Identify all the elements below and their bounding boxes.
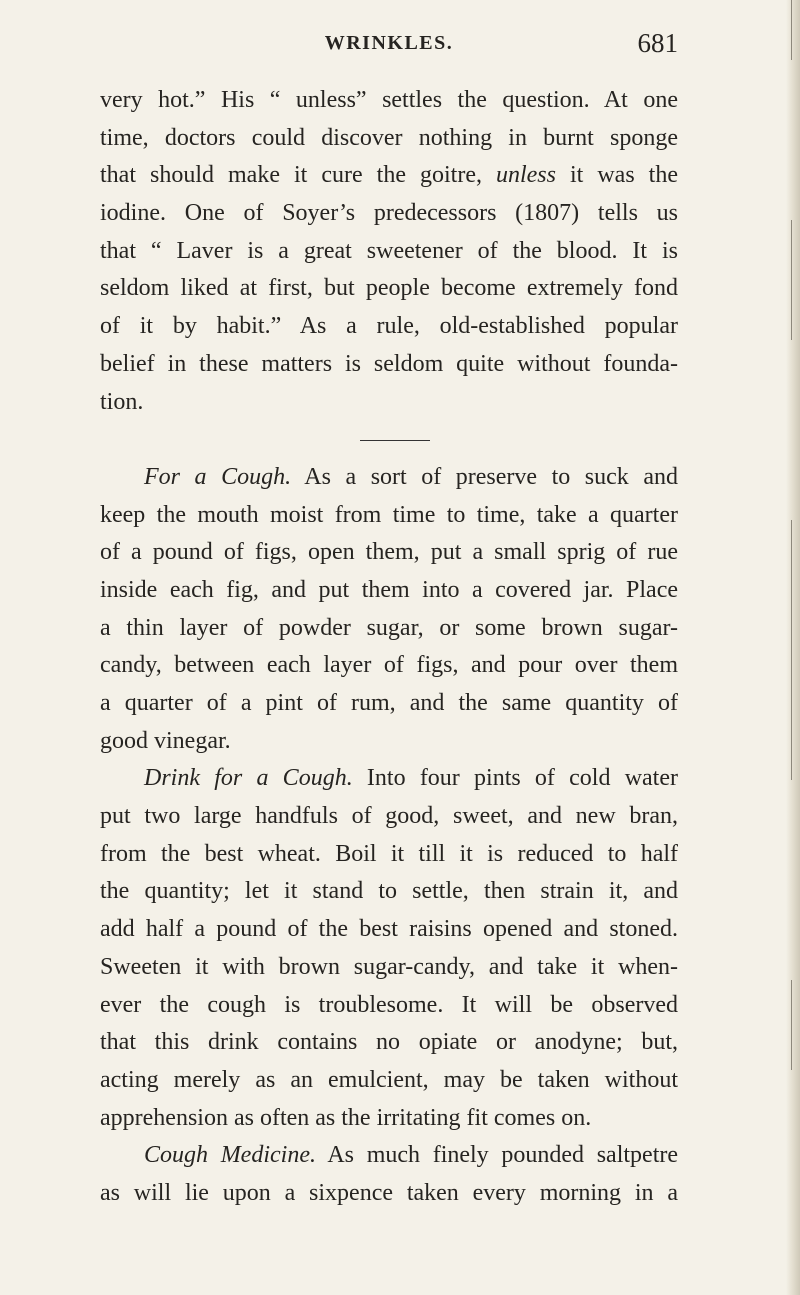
text-line: candy, between each layer of figs, and pour over them <box>100 652 678 679</box>
text-line: good vinegar. <box>100 727 231 754</box>
text-line: apprehension as often as the irritating fit comes on. <box>100 1104 592 1131</box>
text-line: very hot.” His “ unless” settles the question. At one <box>100 87 678 113</box>
text-line <box>100 157 678 195</box>
recipe-title: Drink for a Cough. <box>144 765 353 792</box>
text-line: of it by habit.” As a rule, old-established popular <box>100 313 678 340</box>
recipe-heading-line <box>100 459 678 497</box>
page-header <box>100 28 678 62</box>
text-span: As much finely pounded saltpetre <box>315 1142 679 1169</box>
text-span: Into four pints of cold water <box>352 765 678 792</box>
page-edge <box>786 0 800 1295</box>
text-line: as will lie upon a sixpence taken every morning in a <box>100 1179 678 1206</box>
edge-mark <box>791 0 793 60</box>
edge-mark <box>791 980 793 1070</box>
text-span: that should make it cure the goitre, <box>100 162 496 189</box>
text-line: iodine. One of Soyer’s predecessors (1807) tells us <box>100 200 678 227</box>
text-line: tion. <box>100 388 144 415</box>
text-line: a quarter of a pint of rum, and the same quantity of <box>100 690 678 716</box>
text-line: belief in these matters is seldom quite without founda- <box>100 350 678 377</box>
section-divider <box>100 421 678 459</box>
recipe-title: Cough Medicine. <box>144 1142 316 1169</box>
text-line: a thin layer of powder sugar, or some brown sugar- <box>100 614 678 641</box>
page-body <box>100 82 678 1213</box>
text-line: acting merely as an emulcient, may be taken without <box>100 1066 678 1093</box>
text-line: from the best wheat. Boil it till it is reduced to half <box>100 840 678 867</box>
recipe-heading-line <box>100 760 678 798</box>
text-line: put two large handfuls of good, sweet, and new bran, <box>100 803 678 830</box>
running-head: WRINKLES. <box>324 32 454 54</box>
text-line: of a pound of figs, open them, put a small sprig of rue <box>100 539 678 566</box>
edge-mark <box>791 520 793 780</box>
recipe-heading-line <box>100 1137 678 1175</box>
text-line: the quantity; let it stand to settle, then strain it, and <box>100 878 678 905</box>
text-line: that this drink contains no opiate or anodyne; but, <box>100 1029 678 1056</box>
text-line: ever the cough is troublesome. It will be observed <box>100 991 678 1018</box>
divider-rule <box>360 440 430 441</box>
text-line: Sweeten it with brown sugar-candy, and take it when- <box>100 953 678 980</box>
text-line: keep the mouth moist from time to time, take a quarter <box>100 501 678 528</box>
text-span: it was the <box>555 162 678 189</box>
text-line: that “ Laver is a great sweetener of the blood. It is <box>100 237 678 264</box>
italic-word: unless <box>495 162 556 189</box>
text-line: inside each fig, and put them into a covered jar. Place <box>100 576 678 603</box>
page-number: 681 <box>637 28 678 58</box>
text-span: As a sort of preserve to suck and <box>291 463 678 490</box>
recipe-title: For a Cough. <box>144 463 292 490</box>
text-line: add half a pound of the best raisins opened and stoned. <box>100 916 678 943</box>
text-line: seldom liked at first, but people become extremely fond <box>100 275 678 302</box>
edge-mark <box>791 220 793 340</box>
text-line: time, doctors could discover nothing in burnt sponge <box>100 124 678 151</box>
